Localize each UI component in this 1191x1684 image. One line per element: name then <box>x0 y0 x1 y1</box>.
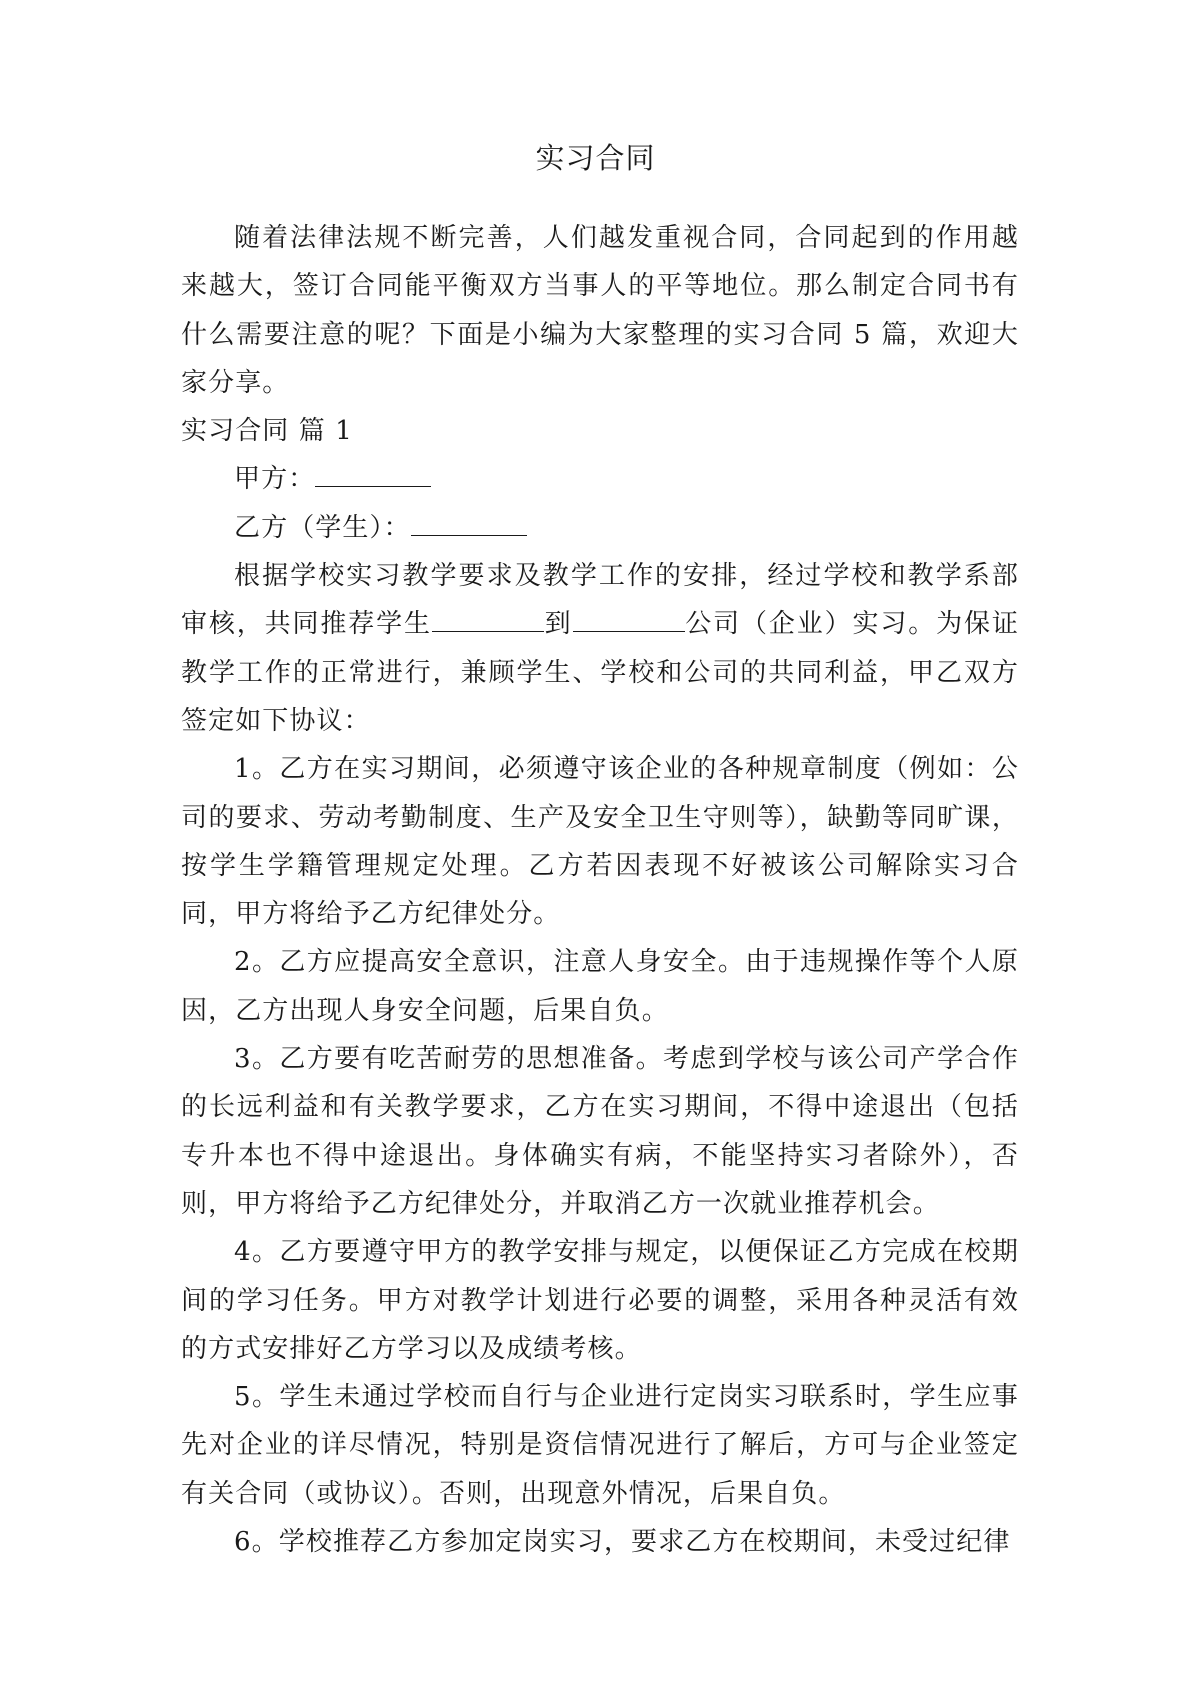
party-a-label: 甲方： <box>234 464 316 495</box>
document-body <box>181 214 1019 1566</box>
recommend-text-2: 到 <box>543 609 573 640</box>
recommend-text-1: 根据学校实习教学要求及教学工作的安排，经过学校和教学系部审核，共同推荐学生 <box>181 561 1019 640</box>
clause-1: 1。乙方在实习期间，必须遵守该企业的各种规章制度（例如：公司的要求、劳动考勤制度、生产及安全卫生守则等），缺勤等同旷课，按学生学籍管理规定处理。乙方若因表现不好被该公司解除实习合同，甲方将给予乙方纪律处分。 <box>181 754 1019 930</box>
party-a-line <box>181 455 1019 503</box>
intro-paragraph: 随着法律法规不断完善，人们越发重视合同，合同起到的作用越来越大，签订合同能平衡双方当事人的平等地位。那么制定合同书有什么需要注意的呢？下面是小编为大家整理的实习合同 5 篇，欢迎大家分享。 <box>181 223 1019 398</box>
clause-5: 5。学生未通过学校而自行与企业进行定岗实习联系时，学生应事先对企业的详尽情况，特别是资信情况进行了解后，方可与企业签定有关合同（或协议）。否则，出现意外情况，后果自负。 <box>181 1382 1019 1509</box>
recommend-paragraph <box>181 552 1019 745</box>
clause-6: 6。学校推荐乙方参加定岗实习，要求乙方在校期间，未受过纪律 <box>234 1527 1011 1558</box>
student-name-blank <box>432 601 544 632</box>
page-title: 实习合同 <box>535 141 656 175</box>
section-heading: 实习合同 篇 1 <box>181 416 353 447</box>
clause-4: 4。乙方要遵守甲方的教学安排与规定，以便保证乙方完成在校期间的学习任务。甲方对教学计划进行必要的调整，采用各种灵活有效的方式安排好乙方学习以及成绩考核。 <box>181 1237 1019 1364</box>
party-b-label: 乙方（学生）： <box>234 512 411 543</box>
party-b-blank <box>411 505 527 536</box>
company-name-blank <box>573 601 685 632</box>
recommend-text-3: 公司（企业）实习。为保证教学工作的正常进行，兼顾学生、学校和公司的共同利益，甲乙双方签定如下协议： <box>181 609 1019 736</box>
party-a-blank <box>315 456 431 487</box>
clause-3: 3。乙方要有吃苦耐劳的思想准备。考虑到学校与该公司产学合作的长远利益和有关教学要求，乙方在实习期间，不得中途退出（包括专升本也不得中途退出。身体确实有病，不能坚持实习者除外），否则，甲方将给予乙方纪律处分，并取消乙方一次就业推荐机会。 <box>181 1044 1019 1219</box>
party-b-line <box>181 504 1019 552</box>
clause-2: 2。乙方应提高安全意识，注意人身安全。由于违规操作等个人原因，乙方出现人身安全问题，后果自负。 <box>181 947 1019 1026</box>
